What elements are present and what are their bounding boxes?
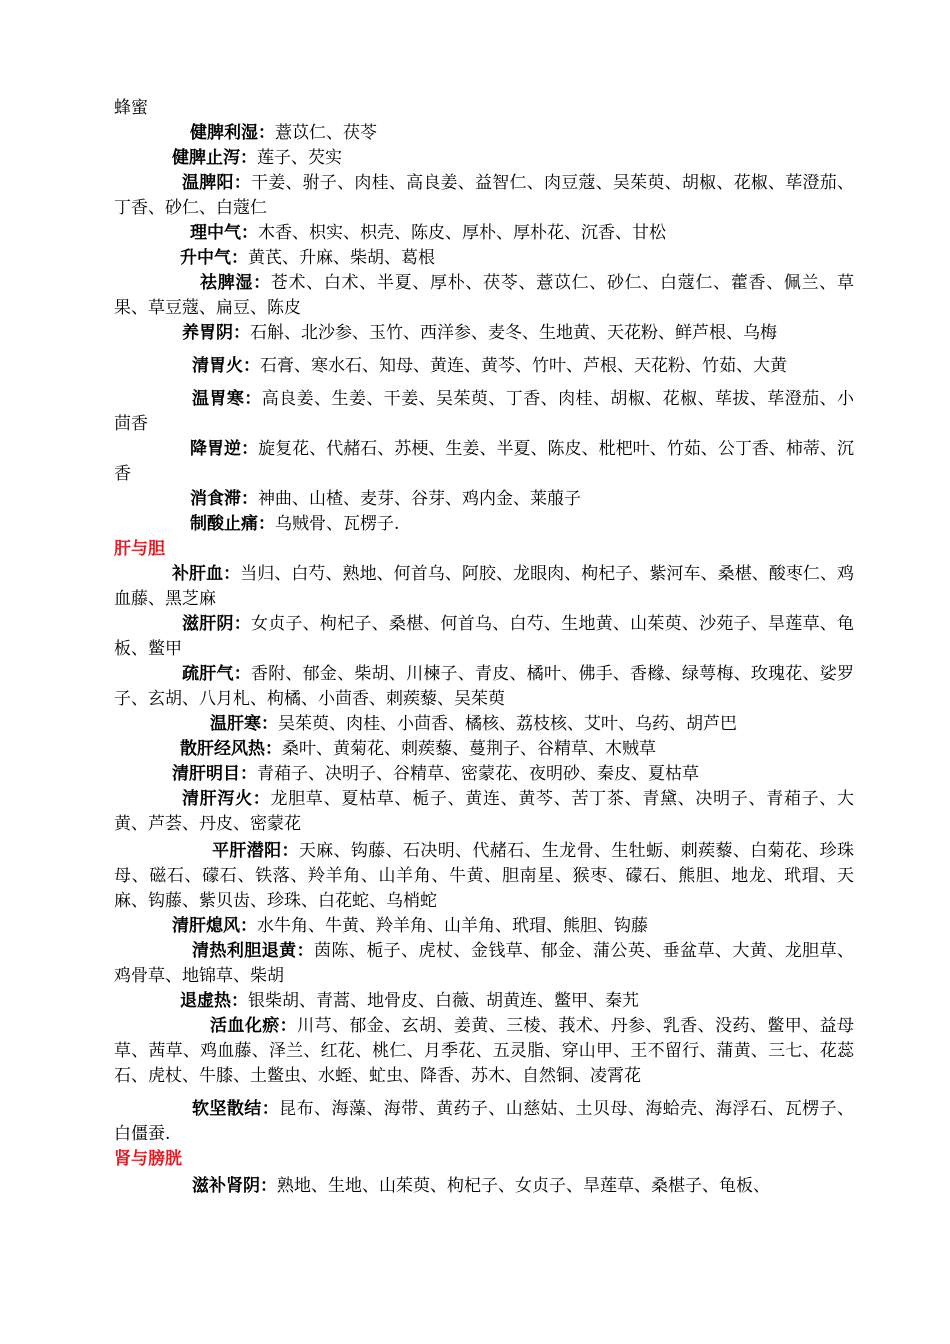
herb-entry bbox=[114, 1014, 854, 1089]
entry-label: 清热利胆退黄： bbox=[192, 941, 315, 961]
herb-entry bbox=[114, 221, 854, 246]
herb-entry bbox=[114, 1174, 854, 1199]
entry-label: 降胃逆： bbox=[190, 439, 259, 459]
continuation-text: 蜂蜜 bbox=[114, 98, 148, 118]
entry-text: 木香、枳实、枳壳、陈皮、厚朴、厚朴花、沉香、甘松 bbox=[258, 223, 666, 243]
entry-label: 温脾阳： bbox=[182, 173, 251, 193]
entry-text: 天麻、钩藤、石决明、代赭石、生龙骨、生牡蛎、刺蒺藜、白菊花、珍珠母、磁石、礞石、铁落、羚羊角、山羊角、牛黄、胆南星、猴枣、礞石、熊胆、地龙、玳瑁、天麻、钩藤、紫贝齿、珍珠、白花蛇、乌梢蛇 bbox=[114, 841, 855, 911]
entry-text: 茵陈、栀子、虎杖、金钱草、郁金、蒲公英、垂盆草、大黄、龙胆草、鸡骨草、地锦草、柴胡 bbox=[114, 941, 855, 986]
entry-text: 吴茱萸、肉桂、小茴香、橘核、荔枝核、艾叶、乌药、胡芦巴 bbox=[278, 714, 737, 734]
entry-text: 黄芪、升麻、柴胡、葛根 bbox=[248, 248, 435, 268]
entry-text: 银柴胡、青蒿、地骨皮、白薇、胡黄连、鳖甲、秦艽 bbox=[248, 991, 639, 1011]
entry-text: 当归、白芍、熟地、何首乌、阿胶、龙眼肉、枸杞子、紫河车、桑椹、酸枣仁、鸡血藤、黑芝麻 bbox=[114, 564, 855, 609]
entry-text: 高良姜、生姜、干姜、吴茱萸、丁香、肉桂、胡椒、花椒、荜拔、荜澄茄、小茴香 bbox=[114, 389, 855, 434]
herb-entry bbox=[114, 171, 854, 221]
entry-label: 温胃寒： bbox=[192, 389, 262, 409]
entry-label: 健脾利湿： bbox=[190, 123, 275, 143]
herb-entry bbox=[114, 146, 854, 171]
section-heading-liver-gallbladder: 肝与胆 bbox=[114, 539, 165, 559]
entry-text: 熟地、生地、山茱萸、枸杞子、女贞子、旱莲草、桑椹子、龟板、 bbox=[277, 1176, 770, 1196]
entry-label: 软坚散结： bbox=[192, 1099, 280, 1119]
document-page bbox=[114, 96, 854, 1199]
herb-entry bbox=[114, 562, 854, 612]
entry-label: 散肝经风热： bbox=[180, 739, 282, 759]
herb-entry bbox=[114, 271, 854, 321]
entry-text: 青葙子、决明子、谷精草、密蒙花、夜明砂、秦皮、夏枯草 bbox=[257, 764, 699, 784]
entry-label: 清胃火： bbox=[192, 356, 260, 376]
herb-entry bbox=[114, 787, 854, 837]
herb-entry bbox=[114, 387, 854, 437]
entry-label: 滋补肾阴： bbox=[192, 1176, 277, 1196]
entry-text: 莲子、芡实 bbox=[257, 148, 342, 168]
herb-entry bbox=[114, 712, 854, 737]
entry-text: 石斛、北沙参、玉竹、西洋参、麦冬、生地黄、天花粉、鲜芦根、乌梅 bbox=[250, 323, 777, 343]
entry-label: 养胃阴： bbox=[182, 323, 250, 343]
entry-text: 桑叶、黄菊花、刺蒺藜、蔓荆子、谷精草、木贼草 bbox=[282, 739, 656, 759]
entry-label: 健脾止泻： bbox=[172, 148, 257, 168]
entry-label: 清肝泻火： bbox=[182, 789, 271, 809]
herb-entry bbox=[114, 612, 854, 662]
herb-entry bbox=[114, 989, 854, 1014]
entry-text: 神曲、山楂、麦芽、谷芽、鸡内金、莱菔子 bbox=[258, 489, 581, 509]
entry-label: 活血化瘀： bbox=[210, 1016, 298, 1036]
entry-text: 龙胆草、夏枯草、栀子、黄连、黄芩、苦丁茶、青黛、决明子、青葙子、大黄、芦荟、丹皮、密蒙花 bbox=[114, 789, 855, 834]
herb-entry bbox=[114, 121, 854, 146]
herb-entry bbox=[114, 1097, 854, 1147]
entry-text: 香附、郁金、柴胡、川楝子、青皮、橘叶、佛手、香橼、绿萼梅、玫瑰花、娑罗子、玄胡、八月札、枸橘、小茴香、刺蒺藜、吴茱萸 bbox=[114, 664, 855, 709]
entry-text: 干姜、驸子、肉桂、高良姜、益智仁、肉豆蔻、吴茱萸、胡椒、花椒、荜澄茄、丁香、砂仁、白蔻仁 bbox=[114, 173, 855, 218]
herb-entry bbox=[114, 354, 854, 379]
entry-text: 薏苡仁、茯苓 bbox=[275, 123, 377, 143]
entry-text: 石膏、寒水石、知母、黄连、黄芩、竹叶、芦根、天花粉、竹茹、大黄 bbox=[260, 356, 787, 376]
entry-label: 滋肝阴： bbox=[182, 614, 251, 634]
entry-label: 祛脾湿： bbox=[200, 273, 271, 293]
herb-entry bbox=[114, 914, 854, 939]
herb-entry bbox=[114, 839, 854, 914]
section-heading-kidney-bladder: 肾与膀胱 bbox=[114, 1149, 182, 1169]
entry-text: 昆布、海藻、海带、黄药子、山慈姑、土贝母、海蛤壳、海浮石、瓦楞子、白僵蚕. bbox=[114, 1099, 855, 1144]
entry-label: 疏肝气： bbox=[182, 664, 251, 684]
entry-text: 乌贼骨、瓦楞子. bbox=[275, 514, 400, 534]
entry-text: 苍术、白术、半夏、厚朴、茯苓、薏苡仁、砂仁、白蔻仁、藿香、佩兰、草果、草豆蔻、扁豆、陈皮 bbox=[114, 273, 855, 318]
herb-entry bbox=[114, 512, 854, 537]
entry-label: 升中气： bbox=[180, 248, 248, 268]
entry-label: 退虚热： bbox=[180, 991, 248, 1011]
entry-label: 温肝寒： bbox=[210, 714, 278, 734]
entry-label: 补肝血： bbox=[172, 564, 241, 584]
herb-entry bbox=[114, 662, 854, 712]
herb-entry bbox=[114, 487, 854, 512]
entry-text: 女贞子、枸杞子、桑椹、何首乌、白芍、生地黄、山茱萸、沙苑子、旱莲草、龟板、鳖甲 bbox=[114, 614, 855, 659]
entry-text: 旋复花、代赭石、苏梗、生姜、半夏、陈皮、枇杷叶、竹茹、公丁香、柿蒂、沉香 bbox=[114, 439, 855, 484]
herb-entry bbox=[114, 737, 854, 762]
entry-label: 清肝熄风： bbox=[172, 916, 257, 936]
entry-label: 理中气： bbox=[190, 223, 258, 243]
entry-label: 消食滞： bbox=[190, 489, 258, 509]
herb-entry bbox=[114, 246, 854, 271]
entry-label: 清肝明目： bbox=[172, 764, 257, 784]
herb-entry bbox=[114, 939, 854, 989]
herb-entry bbox=[114, 762, 854, 787]
herb-entry bbox=[114, 321, 854, 346]
entry-label: 制酸止痛： bbox=[190, 514, 275, 534]
herb-entry bbox=[114, 437, 854, 487]
entry-label: 平肝潜阳： bbox=[212, 841, 299, 861]
entry-text: 川芎、郁金、玄胡、姜黄、三棱、莪术、丹参、乳香、没药、鳖甲、益母草、茜草、鸡血藤、泽兰、红花、桃仁、月季花、五灵脂、穿山甲、王不留行、蒲黄、三七、花蕊石、虎杖、牛膝、土鳖虫、水蛭、虻虫、降香、苏木、自然铜、凌霄花 bbox=[114, 1016, 855, 1086]
entry-text: 水牛角、牛黄、羚羊角、山羊角、玳瑁、熊胆、钩藤 bbox=[257, 916, 648, 936]
